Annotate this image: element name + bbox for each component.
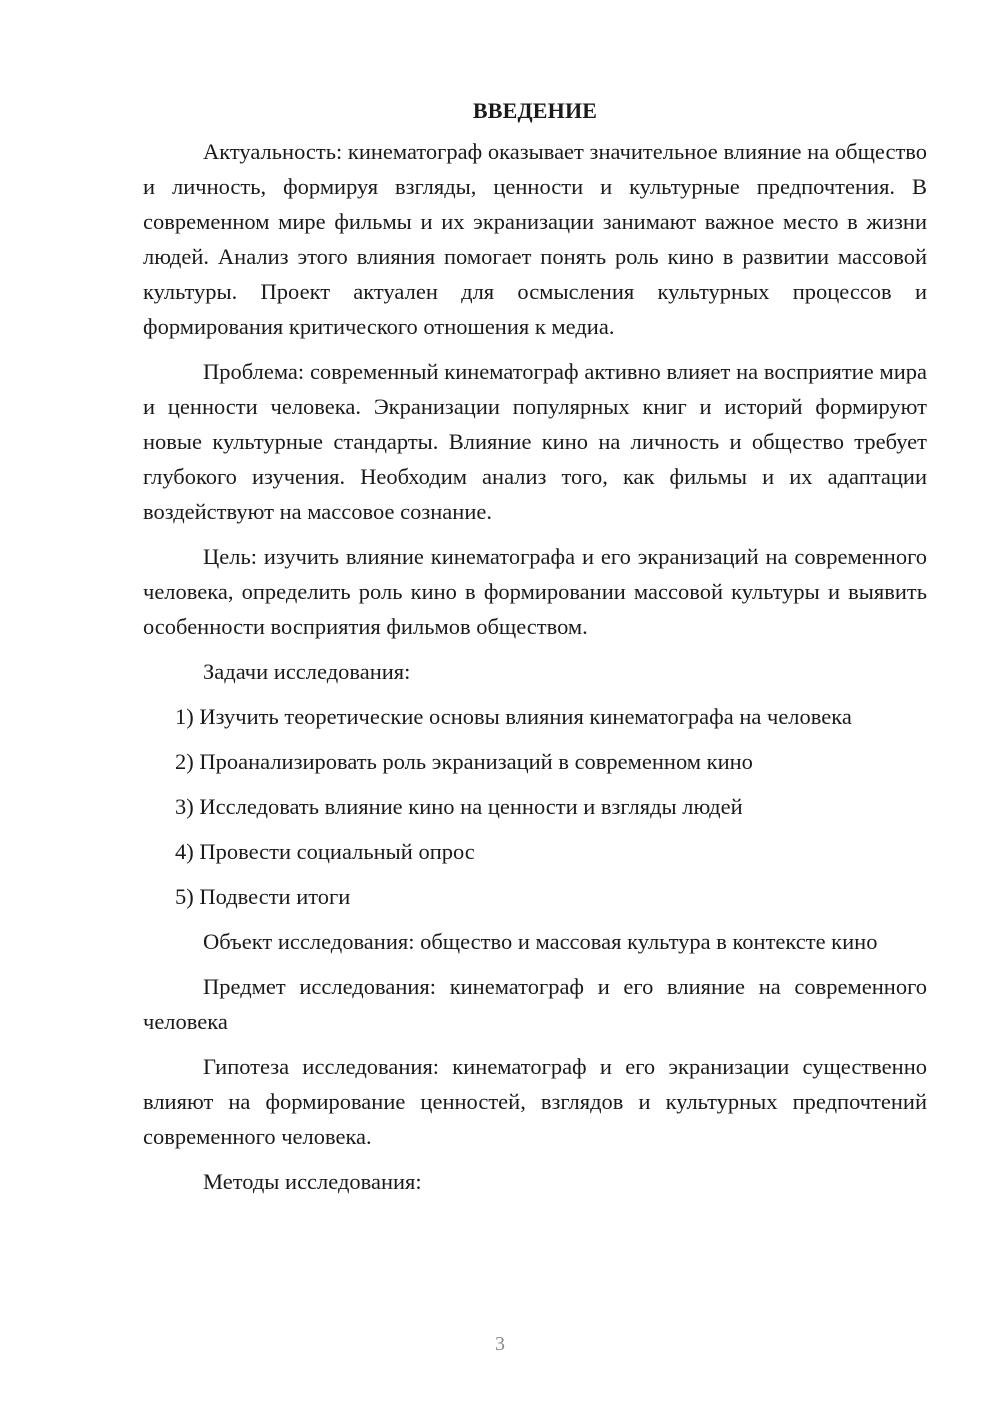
paragraph-goal: Цель: изучить влияние кинематографа и его экранизаций на современного человека, определить роль кино в формировании массовой культуры и выявить особенности восприятия фильмов обществом. xyxy=(143,544,927,639)
paragraph-methods-heading: Методы исследования: xyxy=(203,1169,422,1194)
list-item: 3) Исследовать влияние кино на ценности и взгляды людей xyxy=(175,794,743,819)
paragraph-tasks-heading: Задачи исследования: xyxy=(203,659,411,684)
page-number: 3 xyxy=(495,1333,505,1355)
page-title: ВВЕДЕНИЕ xyxy=(472,98,598,123)
paragraph-hypothesis: Гипотеза исследования: кинематограф и его экранизации существенно влияют на формирование ценностей, взглядов и культурных предпочтений современного человека. xyxy=(143,1054,927,1149)
paragraph-relevance: Актуальность: кинематограф оказывает значительное влияние на общество и личность, формируя взгляды, ценности и культурные предпочтения. В современном мире фильмы и их экранизации занимают важное место в жизни людей. Анализ этого влияния помогает понять роль кино в развитии массовой культуры. Проект актуален для осмысления культурных процессов и формирования критического отношения к медиа. xyxy=(143,139,927,339)
list-item: 2) Проанализировать роль экранизаций в современном кино xyxy=(175,749,753,774)
paragraph-problem: Проблема: современный кинематограф активно влияет на восприятие мира и ценности человека. Экранизации популярных книг и историй формируют новые культурные стандарты. Влияние кино на личность и общество требует глубокого изучения. Необходим анализ того, как фильмы и их адаптации воздействуют на массовое сознание. xyxy=(143,359,927,524)
paragraph-subject: Предмет исследования: кинематограф и его влияние на современного человека xyxy=(143,974,927,1034)
list-item: 5) Подвести итоги xyxy=(175,884,351,909)
tasks-list xyxy=(143,699,927,914)
list-item: 4) Провести социальный опрос xyxy=(175,839,475,864)
list-item: 1) Изучить теоретические основы влияния кинематографа на человека xyxy=(175,704,852,729)
page-content xyxy=(143,93,927,1209)
paragraph-object: Объект исследования: общество и массовая культура в контексте кино xyxy=(203,929,878,954)
